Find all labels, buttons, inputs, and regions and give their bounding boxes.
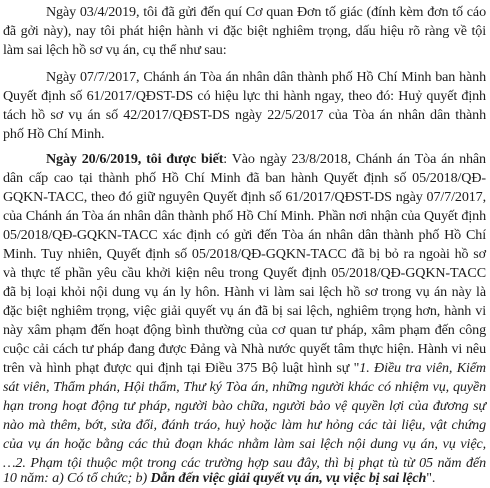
paragraph-1-line-2 — [3, 22, 486, 41]
paragraph-3-line-13 — [3, 378, 486, 397]
paragraph-3-line-15 — [3, 416, 486, 435]
paragraph-2-line-1 — [46, 68, 486, 87]
text-run: dân cấp cao tại thành phố Hồ Chí Minh đã ban hành Quyết định số 05/2018/QĐ- — [3, 170, 486, 186]
text-run: Ngày 03/4/2019, tôi đã gửi đến quí Cơ quan Đơn tố giác (đính kèm đơn tố cáo — [46, 4, 486, 20]
text-run: ". — [426, 470, 436, 486]
paragraph-3-line-2 — [3, 169, 486, 188]
bold-text-run: Ngày 20/6/2019, tôi được biết — [46, 151, 224, 167]
paragraph-3-line-9 — [3, 302, 486, 321]
text-run: GQKN-TACC, theo đó giữ nguyên Quyết định số 61/2017/QĐST-DS ngày 07/7/2017, — [3, 189, 486, 205]
text-run: của Chánh án Tòa án nhân dân thành phố Hồ Chí Minh. Phần nơi nhận của Quyết định — [3, 208, 486, 224]
paragraph-3-line-4 — [3, 207, 486, 226]
paragraph-3-line-1 — [46, 150, 486, 169]
text-run: làm sai lệch hồ sơ vụ án, cụ thể như sau: — [3, 42, 227, 58]
text-run: 05/2018/QĐ-GQKN-TACC xác định có gửi đến Tòa án nhân dân thành phố Hồ Chí — [3, 227, 486, 243]
bold-italic-text-run: Dẫn đến việc giải quyết vụ án, vụ việc bị sai lệch — [150, 470, 427, 486]
text-run: Quyết định số 61/2017/QĐST-DS có hiệu lực thi hành ngay, theo đó: Huỷ quyết định — [3, 88, 486, 104]
paragraph-3-line-5 — [3, 226, 486, 245]
text-run: Ngày 07/7/2017, Chánh án Tòa án nhân dân thành phố Hồ Chí Minh ban hành — [46, 69, 486, 85]
paragraph-3-line-16 — [3, 435, 486, 454]
paragraph-3-line-11 — [3, 340, 486, 359]
text-run: tách hồ sơ vụ án số 42/2017/QĐST-DS ngày 22/5/2017 của Tòa án nhân dân thành — [3, 107, 486, 123]
text-run: phố Hồ Chí Minh. — [3, 126, 105, 142]
paragraph-1-line-3 — [3, 41, 226, 60]
paragraph-1-line-1 — [46, 3, 486, 22]
paragraph-3-line-18 — [3, 469, 435, 488]
text-run: trên và hình phạt được qui định tại Điều 375 Bộ luật hình sự " — [3, 360, 360, 376]
italic-text-run: hạn trong hoạt động tư pháp, người bào chữa, người bảo vệ quyền lợi của đương sự — [3, 398, 486, 414]
italic-text-run: 10 năm: a) Có tổ chức; b) — [3, 470, 151, 486]
text-run: Minh. Tuy nhiên, Quyết định số 05/2018/QĐ-GQKN-TACC đã bị bỏ ra ngoài hồ sơ — [3, 246, 486, 262]
paragraph-3-line-12 — [3, 359, 486, 378]
text-run: cuộc cải cách tư pháp đang được Đảng và Nhà nước quyết tâm thực hiện. Hành vi nêu — [3, 341, 486, 357]
text-run: này xâm phạm đến hoạt động bình thường của cơ quan tư pháp, xâm phạm đến công — [3, 322, 486, 338]
text-run: : Vào ngày 23/8/2018, Chánh án Tòa án nhân — [223, 151, 486, 167]
italic-text-run: 1. Điều tra viên, Kiểm — [359, 360, 486, 376]
paragraph-3-line-6 — [3, 245, 486, 264]
paragraph-3-line-10 — [3, 321, 486, 340]
text-run: đã gởi này), nay tôi phát hiện hành vi đặc biệt nghiêm trọng, dấu hiệu rõ ràng về tội — [3, 23, 486, 39]
paragraph-3-line-14 — [3, 397, 486, 416]
paragraph-3-line-3 — [3, 188, 486, 207]
text-run: đặc biệt nghiêm trọng, việc giải quyết vụ án đã bị sai lệch, nghiêm trọng hơn, hành vi — [3, 303, 486, 319]
text-run: và thực tế phần yêu cầu khởi kiện nêu trong Quyết định 05/2018/QĐ-GQKN-TACC — [3, 265, 486, 281]
italic-text-run: nào mà thêm, bớt, sửa đổi, đánh tráo, huỷ hoặc làm hư hỏng các tài liệu, vật chứng — [3, 417, 486, 433]
paragraph-3-line-8 — [3, 283, 486, 302]
paragraph-3-line-7 — [3, 264, 486, 283]
text-run: đã bị loại khỏi nội dung vụ án ly hôn. Hành vi làm sai lệch hồ sơ trong vụ án này là — [3, 284, 486, 300]
paragraph-2-line-3 — [3, 106, 486, 125]
italic-text-run: sát viên, Thẩm phán, Hội thẩm, Thư ký Tòa án, những người khác có nhiệm vụ, quyền — [3, 379, 486, 395]
paragraph-2-line-2 — [3, 87, 486, 106]
paragraph-2-line-4 — [3, 125, 104, 144]
italic-text-run: của vụ án hoặc bằng các thủ đoạn khác nhằm làm sai lệch nội dung vụ án, vụ việc, — [3, 436, 486, 452]
italic-text-run: …2. Phạm tội thuộc một trong các trường hợp sau đây, thì bị phạt tù từ 05 năm đến — [3, 455, 486, 471]
